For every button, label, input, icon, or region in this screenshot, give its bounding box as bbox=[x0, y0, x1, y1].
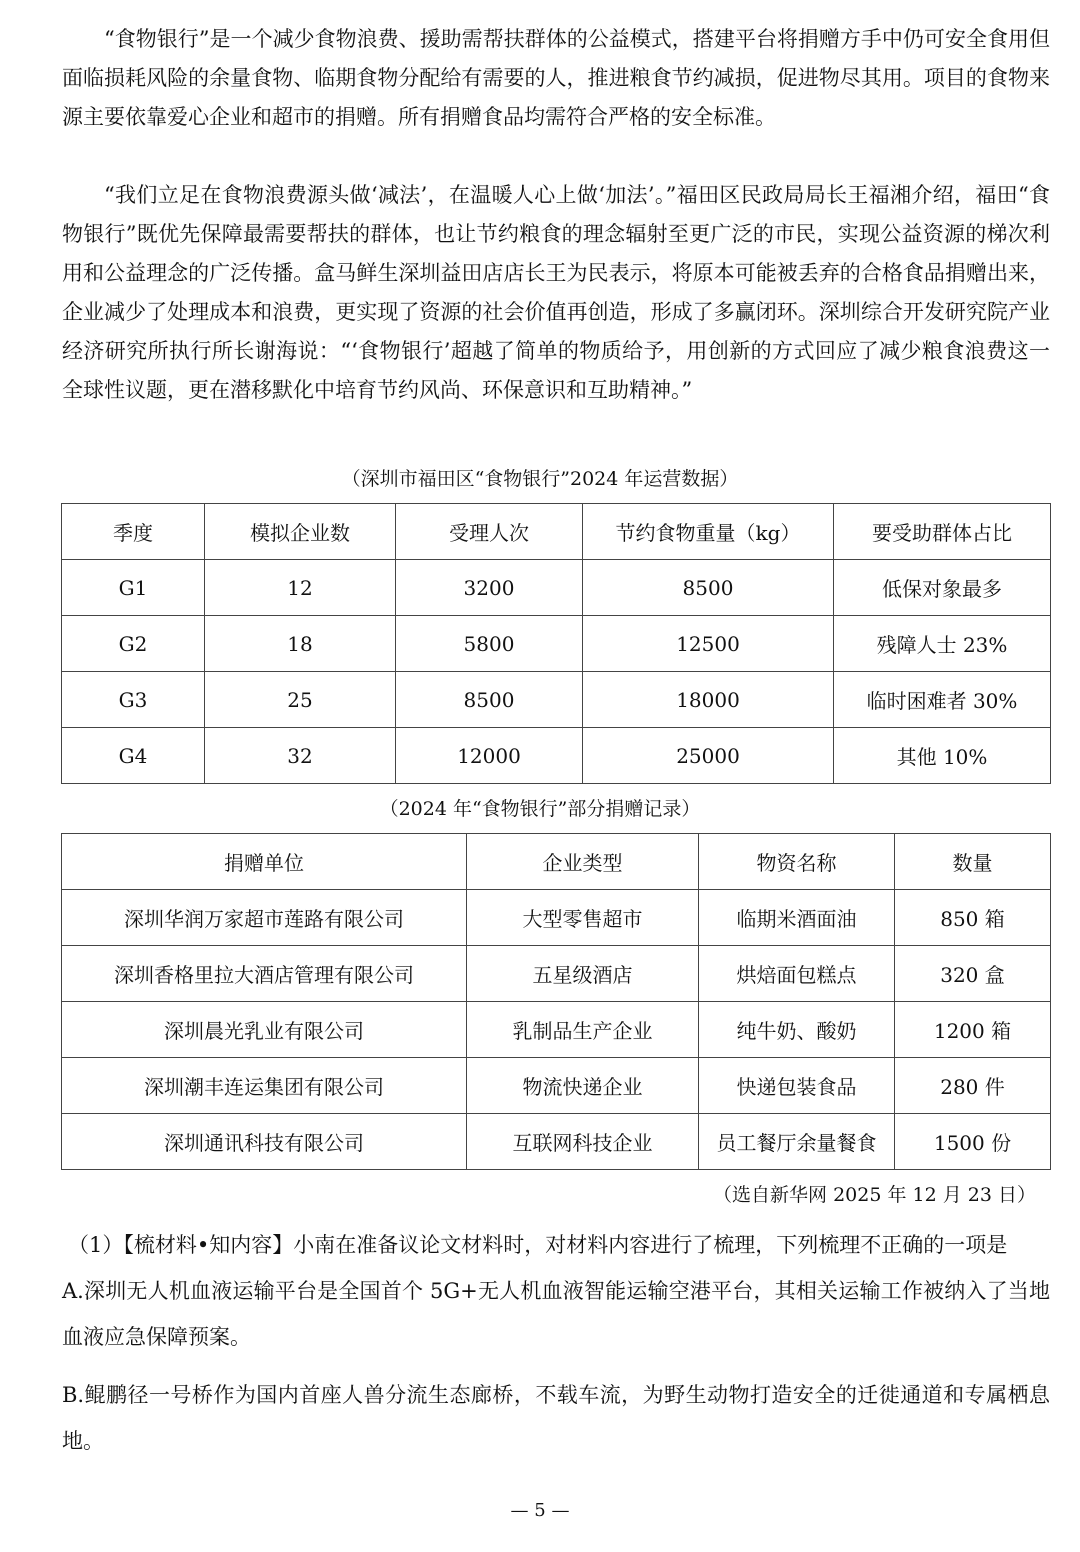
table-header-row bbox=[62, 504, 1051, 560]
table2-caption: （2024 年“食物银行”部分捐赠记录） bbox=[379, 798, 701, 820]
table-cell: 烘焙面包糕点 bbox=[699, 946, 895, 1002]
page-number: — 5 — bbox=[510, 1500, 570, 1521]
table-cell: 快递包装食品 bbox=[699, 1058, 895, 1114]
table-row bbox=[62, 1002, 1051, 1058]
table-cell: 互联网科技企业 bbox=[467, 1114, 699, 1170]
option-b: B.鲲鹏径一号桥作为国内首座人兽分流生态廊桥，不载车流，为野生动物打造安全的迁徙通道和专属栖息地。 bbox=[62, 1383, 1050, 1453]
table-cell: 1200 箱 bbox=[895, 1002, 1051, 1058]
question-stem: （1）【梳材料•知内容】小南在准备议论文材料时，对材料内容进行了梳理，下列梳理不正确的一项是 bbox=[68, 1233, 1008, 1257]
table-cell: 1500 份 bbox=[895, 1114, 1051, 1170]
table-cell: 深圳华润万家超市莲路有限公司 bbox=[62, 890, 467, 946]
column-header: 模拟企业数 bbox=[205, 504, 396, 560]
table-cell: 大型零售超市 bbox=[467, 890, 699, 946]
column-header: 物资名称 bbox=[699, 834, 895, 890]
table-cell: 深圳香格里拉大酒店管理有限公司 bbox=[62, 946, 467, 1002]
table-cell: 乳制品生产企业 bbox=[467, 1002, 699, 1058]
table-row bbox=[62, 890, 1051, 946]
table1-caption: （深圳市福田区“食物银行”2024 年运营数据） bbox=[341, 468, 739, 490]
table-cell: 纯牛奶、酸奶 bbox=[699, 1002, 895, 1058]
source-citation: （选自新华网 2025 年 12 月 23 日） bbox=[713, 1184, 1036, 1206]
operations-data-table bbox=[61, 503, 1051, 784]
table-cell: 残障人士 23% bbox=[834, 616, 1051, 672]
table-cell: 临期米酒面油 bbox=[699, 890, 895, 946]
table-header-row bbox=[62, 834, 1051, 890]
table-row bbox=[62, 672, 1051, 728]
paragraph-1: “食物银行”是一个减少食物浪费、援助需帮扶群体的公益模式，搭建平台将捐赠方手中仍可安全食用但面临损耗风险的余量食物、临期食物分配给有需要的人，推进粮食节约减损，促进物尽其用。项目的食物来源主要依靠爱心企业和超市的捐赠。所有捐赠食品均需符合严格的安全标准。 bbox=[62, 27, 1050, 129]
table-cell: G2 bbox=[62, 616, 205, 672]
table-cell: 深圳晨光乳业有限公司 bbox=[62, 1002, 467, 1058]
table-cell: 32 bbox=[205, 728, 396, 784]
table-cell: 18000 bbox=[583, 672, 834, 728]
table-cell: 8500 bbox=[396, 672, 583, 728]
table-cell: 3200 bbox=[396, 560, 583, 616]
column-header: 节约食物重量（kg） bbox=[583, 504, 834, 560]
option-a: A.深圳无人机血液运输平台是全国首个 5G+无人机血液智能运输空港平台，其相关运输工作被纳入了当地血液应急保障预案。 bbox=[62, 1279, 1050, 1349]
table-row bbox=[62, 560, 1051, 616]
table-cell: 25 bbox=[205, 672, 396, 728]
table-cell: G4 bbox=[62, 728, 205, 784]
column-header: 捐赠单位 bbox=[62, 834, 467, 890]
column-header: 数量 bbox=[895, 834, 1051, 890]
table-cell: 320 盒 bbox=[895, 946, 1051, 1002]
table-cell: 280 件 bbox=[895, 1058, 1051, 1114]
table-cell: 低保对象最多 bbox=[834, 560, 1051, 616]
column-header: 企业类型 bbox=[467, 834, 699, 890]
table-cell: 深圳潮丰连运集团有限公司 bbox=[62, 1058, 467, 1114]
table-cell: G1 bbox=[62, 560, 205, 616]
table-row bbox=[62, 616, 1051, 672]
table-row bbox=[62, 1114, 1051, 1170]
table-cell: 12000 bbox=[396, 728, 583, 784]
table-cell: 12 bbox=[205, 560, 396, 616]
table-row bbox=[62, 728, 1051, 784]
table-cell: 员工餐厅余量餐食 bbox=[699, 1114, 895, 1170]
table-row bbox=[62, 1058, 1051, 1114]
column-header: 季度 bbox=[62, 504, 205, 560]
table-row bbox=[62, 946, 1051, 1002]
table-cell: 其他 10% bbox=[834, 728, 1051, 784]
table-cell: 25000 bbox=[583, 728, 834, 784]
table-cell: 18 bbox=[205, 616, 396, 672]
table-cell: 临时困难者 30% bbox=[834, 672, 1051, 728]
table-cell: G3 bbox=[62, 672, 205, 728]
table-cell: 12500 bbox=[583, 616, 834, 672]
table-cell: 8500 bbox=[583, 560, 834, 616]
column-header: 受理人次 bbox=[396, 504, 583, 560]
table-cell: 物流快递企业 bbox=[467, 1058, 699, 1114]
table-cell: 深圳通讯科技有限公司 bbox=[62, 1114, 467, 1170]
paragraph-2: “我们立足在食物浪费源头做‘减法’，在温暖人心上做‘加法’。”福田区民政局局长王福湘介绍，福田“食物银行”既优先保障最需要帮扶的群体，也让节约粮食的理念辐射至更广泛的市民，实现公益资源的梯次利用和公益理念的广泛传播。盒马鲜生深圳益田店店长王为民表示，将原本可能被丢弃的合格食品捐赠出来，企业减少了处理成本和浪费，更实现了资源的社会价值再创造，形成了多赢闭环。深圳综合开发研究院产业经济研究所执行所长谢海说：“‘食物银行’超越了简单的物质给予，用创新的方式回应了减少粮食浪费这一全球性议题，更在潜移默化中培育节约风尚、环保意识和互助精神。” bbox=[62, 183, 1050, 402]
column-header: 要受助群体占比 bbox=[834, 504, 1051, 560]
donation-records-table bbox=[61, 833, 1051, 1170]
table-cell: 五星级酒店 bbox=[467, 946, 699, 1002]
table-cell: 850 箱 bbox=[895, 890, 1051, 946]
table-cell: 5800 bbox=[396, 616, 583, 672]
